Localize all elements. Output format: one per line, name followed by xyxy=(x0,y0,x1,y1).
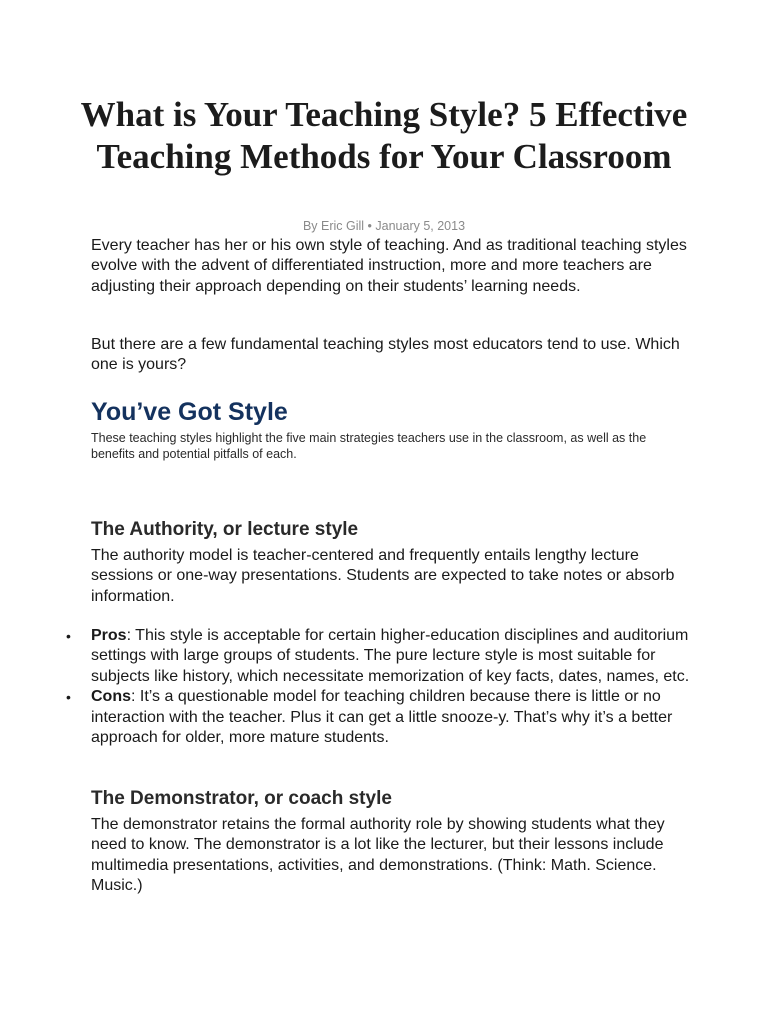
article-title: What is Your Teaching Style? 5 Effective Teaching Methods for Your Classroom xyxy=(80,95,688,176)
cons-label: Cons xyxy=(91,688,131,706)
authority-description: The authority model is teacher-centered and frequently entails lengthy lecture sessions or one-way presentations. Students are expected to take notes or absorb information. xyxy=(91,547,675,605)
article-byline: By Eric Gill • January 5, 2013 xyxy=(302,219,466,233)
section-heading: You’ve Got Style xyxy=(91,398,288,426)
bullet-icon: • xyxy=(66,628,71,644)
authority-pros-cons-list xyxy=(66,626,691,748)
list-item-cons xyxy=(66,687,691,748)
demonstrator-heading: The Demonstrator, or coach style xyxy=(91,788,392,809)
intro-paragraph-1: Every teacher has her or his own style of teaching. And as traditional teaching styles evolve with the advent of differentiated instruction, more and more teachers are adjusting their approach depending on their students’ learning needs. xyxy=(91,237,687,295)
bullet-icon: • xyxy=(66,689,71,706)
demonstrator-description: The demonstrator retains the formal authority role by showing students what they need to know. The demonstrator is a lot like the lecturer, but their lessons include multimedia presentations, activities, and demonstrations. (Think: Math. Science. Music.) xyxy=(91,816,665,895)
list-item-pros xyxy=(66,626,691,687)
pros-label: Pros xyxy=(91,627,127,644)
authority-heading: The Authority, or lecture style xyxy=(91,519,359,540)
cons-text: : It’s a questionable model for teaching children because there is little or no interaction with the teacher. Plus it can get a little snooze-y. That’s why it’s a better approach for older, more mature students. xyxy=(91,688,673,747)
pros-text: : This style is acceptable for certain higher-education disciplines and auditorium settings with large groups of students. The pure lecture style is most suitable for subjects like history, which necessitate memorization of key facts, dates, names, etc. xyxy=(91,627,690,685)
intro-paragraph-2: But there are a few fundamental teaching styles most educators tend to use. Which one is yours? xyxy=(91,336,680,374)
section-subtitle: These teaching styles highlight the five main strategies teachers use in the classroom, as well as the benefits and potential pitfalls of each. xyxy=(91,431,647,461)
